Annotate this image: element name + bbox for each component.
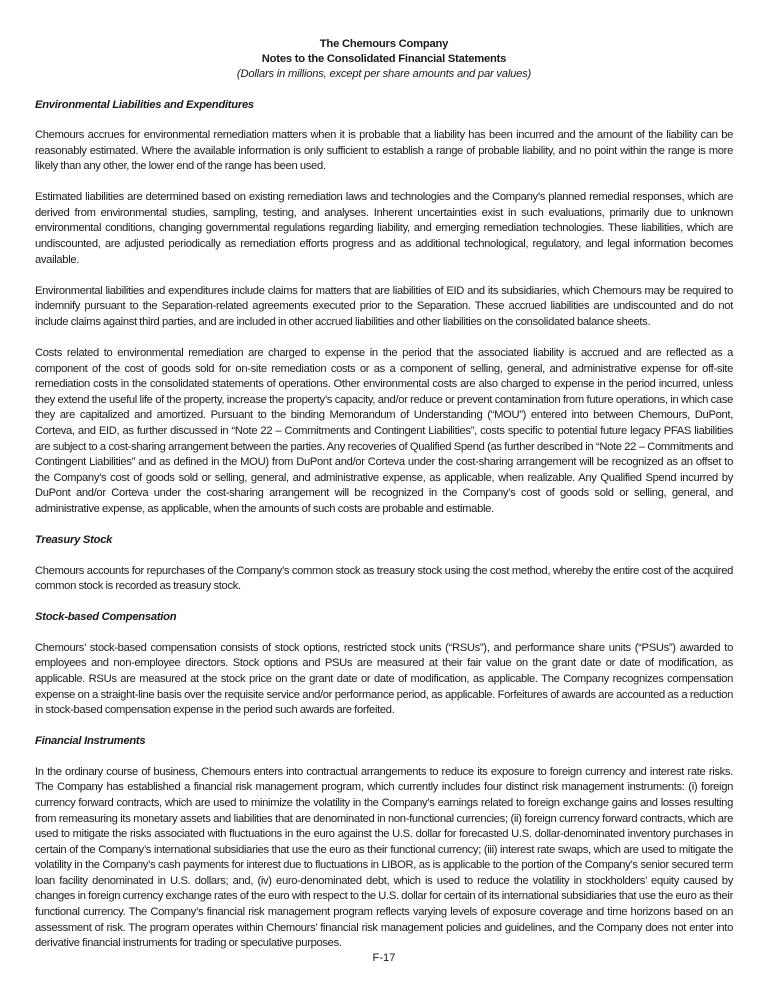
section-stock-based-compensation [35,610,733,718]
document-page [35,37,733,952]
company-name: The Chemours Company [319,38,449,50]
paragraph: Chemours’ stock-based compensation consists of stock options, restricted stock units (“RSUs”), and performance share units (“PSUs”) awarded to employees and non-employee directors. Stock options and PSUs are measured at their fair value on the grant date or date of modification, as applicable. RSUs are measured at the stock price on the grant date or date of modification, as applicable. The Company recognizes compensation expense on a straight-line basis over the requisite service and/or performance period, as applicable. Forfeitures of awards are accounted as a reduction in stock-based compensation expense in the period such awards are forfeited. [35,641,733,717]
paragraph: Environmental liabilities and expenditures include claims for matters that are liabilities of EID and its subsidiaries, which Chemours may be required to indemnify pursuant to the Separation-related agreements executed prior to the Separation. These accrued liabilities are undiscounted and do not include claims against third parties, and are included in other accrued liabilities and other liabilities on the consolidated balance sheets. [35,284,733,328]
units-note: (Dollars in millions, except per share amounts and par values) [236,68,532,80]
section-treasury-stock [35,533,733,595]
paragraph: In the ordinary course of business, Chemours enters into contractual arrangements to reduce its exposure to foreign currency and interest rate risks. The Company has established a financial risk management program, which currently includes four distinct risk management instruments: (i) foreign currency forward contracts, which are used to minimize the volatility in the Company’s earnings related to foreign exchange gains and losses resulting from remeasuring its monetary assets and liabilities that are denominated in non-functional currencies; (ii) foreign currency forward contracts, which are used to mitigate the risks associated with fluctuations in the euro against the U.S. dollar for forecasted U.S. dollar-denominated inventory purchases in certain of the Company’s international subsidiaries that use the euro as their functional currency; (iii) interest rate swaps, which are used to mitigate the volatility in the Company’s cash payments for interest due to fluctuations in LIBOR, as is applicable to the portion of the Company’s senior secured term loan facility denominated in U.S. dollars; and, (iv) euro-denominated debt, which is used to reduce the volatility in stockholders’ equity caused by changes in foreign currency exchange rates of the euro with respect to the U.S. dollar for certain of its international subsidiaries that use the euro as their functional currency. The Company’s financial risk management program reflects varying levels of exposure coverage and time horizons based on an assessment of risk. The program operates within Chemours’ financial risk management policies and guidelines, and the Company does not enter into derivative financial instruments for trading or speculative purposes. [35,765,733,950]
paragraph: Chemours accrues for environmental remediation matters when it is probable that a liability has been incurred and the amount of the liability can be reasonably estimated. Where the available information is only sufficient to establish a range of probable liability, and no point within the range is more likely than any other, the lower end of the range has been used. [35,129,733,173]
section-environmental-liabilities [35,98,733,518]
section-financial-instruments [35,734,733,952]
page-number: F-17 [372,952,396,964]
section-heading: Financial Instruments [35,735,146,748]
section-heading: Stock-based Compensation [35,611,177,624]
paragraph: Estimated liabilities are determined based on existing remediation laws and technologies and the Company’s planned remedial responses, which are derived from environmental studies, sampling, testing, and analyses. Inherent uncertainties exist in such evaluations, primarily due to unknown environmental conditions, changing governmental regulations regarding liability, and emerging remediation technologies. These liabilities, which are undiscounted, are adjusted periodically as remediation efforts progress and as additional technological, regulatory, and legal information becomes available. [35,191,733,266]
document-subtitle: Notes to the Consolidated Financial Statements [261,53,507,65]
section-heading: Environmental Liabilities and Expenditures [35,98,254,111]
paragraph: Chemours accounts for repurchases of the Company’s common stock as treasury stock using the cost method, whereby the entire cost of the acquired common stock is recorded as treasury stock. [35,564,733,593]
document-header [35,37,733,82]
paragraph: Costs related to environmental remediation are charged to expense in the period that the associated liability is accrued and are reflected as a component of the cost of goods sold for on-site remediation costs or as a component of selling, general, and administrative expense for off-site remediation costs in the consolidated statements of operations. Other environmental costs are also charged to expense in the period incurred, unless they extend the useful life of the property, increase the property’s capacity, and/or reduce or prevent contamination from future operations, in which case they are capitalized and amortized. Pursuant to the binding Memorandum of Understanding (“MOU”) entered into between Chemours, DuPont, Corteva, and EID, as further discussed in “Note 22 – Commitments and Contingent Liabilities”, costs specific to potential future legacy PFAS liabilities are subject to a cost-sharing arrangement between the parties. Any recoveries of Qualified Spend (as further described in “Note 22 – Commitments and Contingent Liabilities” and as defined in the MOU) from DuPont and/or Corteva under the cost-sharing arrangement will be recognized as an offset to the Company’s cost of goods sold or selling, general, and administrative expense, as applicable, when realizable. Any Qualified Spend incurred by DuPont and/or Corteva under the cost-sharing arrangement will be recognized in the Company’s cost of goods sold or selling, general, and administrative expense, as applicable, when the amounts of such costs are probable and estimable. [35,347,733,515]
section-heading: Treasury Stock [35,534,113,547]
